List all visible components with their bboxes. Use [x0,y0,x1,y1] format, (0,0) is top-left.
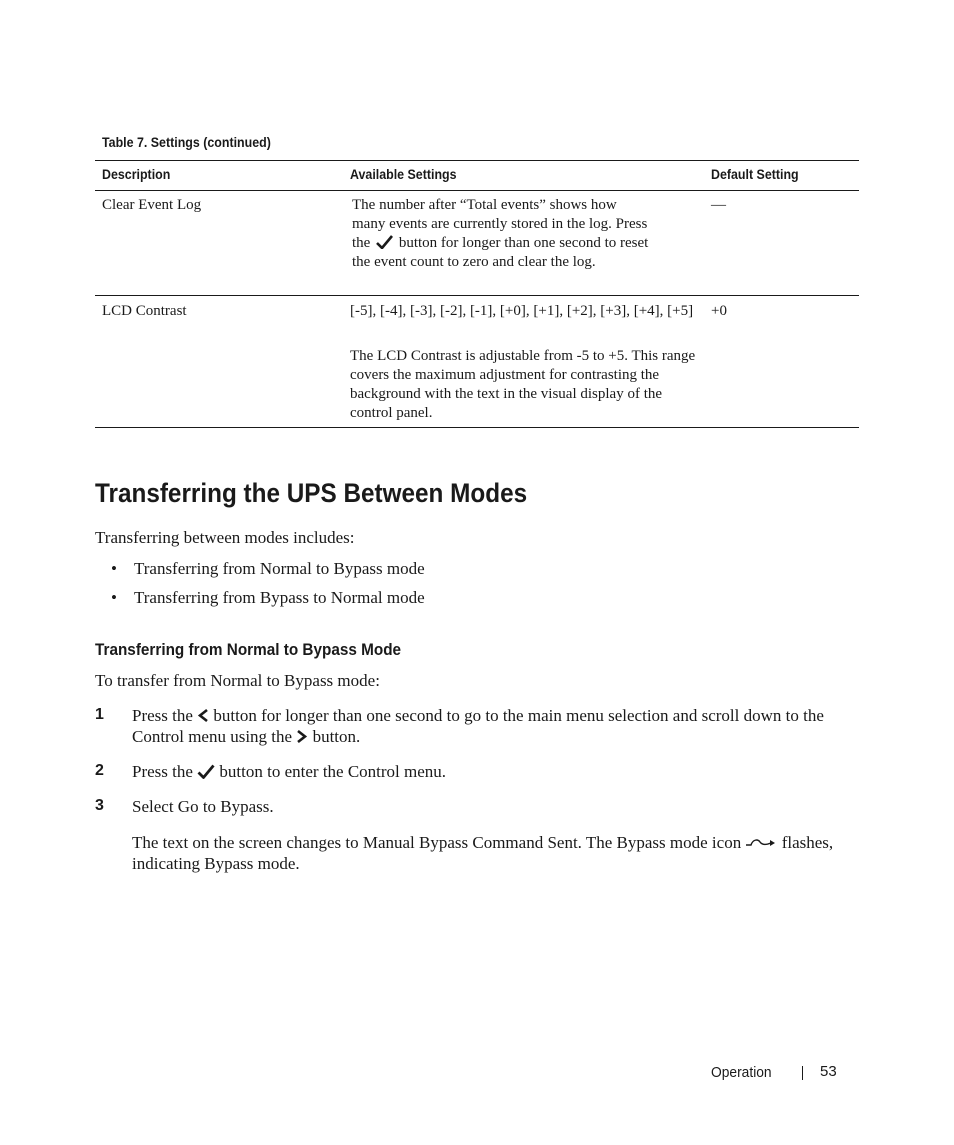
left-arrow-icon [197,708,209,723]
step-1-text: Press the button for longer than one second to go to the main menu selection and scroll down to the Control menu using the button. [132,706,824,746]
step-number: 3 [95,797,104,814]
list-item: • Transferring from Bypass to Normal mode [111,588,425,607]
table-top-rule [95,160,859,161]
row-lcd-contrast-default: +0 [711,303,727,319]
table-row-rule [95,295,859,296]
header-description: Description [102,167,171,182]
check-icon [197,764,215,779]
table-bottom-rule [95,427,859,428]
step-3-text: Select Go to Bypass. [132,797,274,816]
header-default-setting: Default Setting [711,167,799,182]
step-number: 1 [95,706,104,723]
section-intro: Transferring between modes includes: [95,528,355,547]
row-lcd-contrast-values: [-5], [-4], [-3], [-2], [-1], [+0], [+1], [+2], [+3], [+4], [+5] [350,303,694,319]
settings-text-b: button for longer than one second to reset the event count to zero and clear the log. [352,235,649,270]
step-2-text: Press the button to enter the Control menu. [132,762,447,781]
list-item: • Transferring from Normal to Bypass mode [111,559,425,578]
footer-section-label: Operation [711,1064,772,1081]
row-lcd-contrast-description: LCD Contrast [102,303,187,319]
bypass-mode-icon [745,836,777,850]
header-available-settings: Available Settings [350,167,457,182]
table-caption: Table 7. Settings (continued) [102,135,271,150]
page-number: 53 [820,1063,837,1080]
row-clear-event-log-description: Clear Event Log [102,197,202,213]
right-arrow-icon [296,729,308,744]
bypass-note: The text on the screen changes to Manual Bypass Command Sent. The Bypass mode icon flashes, indicating Bypass mode. [132,833,834,873]
section-title: Transferring the UPS Between Modes [95,478,528,508]
footer-divider [802,1066,803,1080]
table-header-rule [95,190,859,191]
step-number: 2 [95,762,104,779]
subsection-intro: To transfer from Normal to Bypass mode: [95,671,380,690]
row-clear-event-log-default: — [711,197,726,213]
subsection-title: Transferring from Normal to Bypass Mode [95,640,402,659]
row-clear-event-log-settings [352,196,652,272]
row-lcd-contrast-note: The LCD Contrast is adjustable from -5 to +5. This range covers the maximum adjustment for contrasting the background with the text in the visual display of the control panel. [350,348,696,421]
check-icon [376,235,393,249]
settings-text-a: The number after “Total events” shows how many events are currently stored in the log. Press the [352,197,648,251]
